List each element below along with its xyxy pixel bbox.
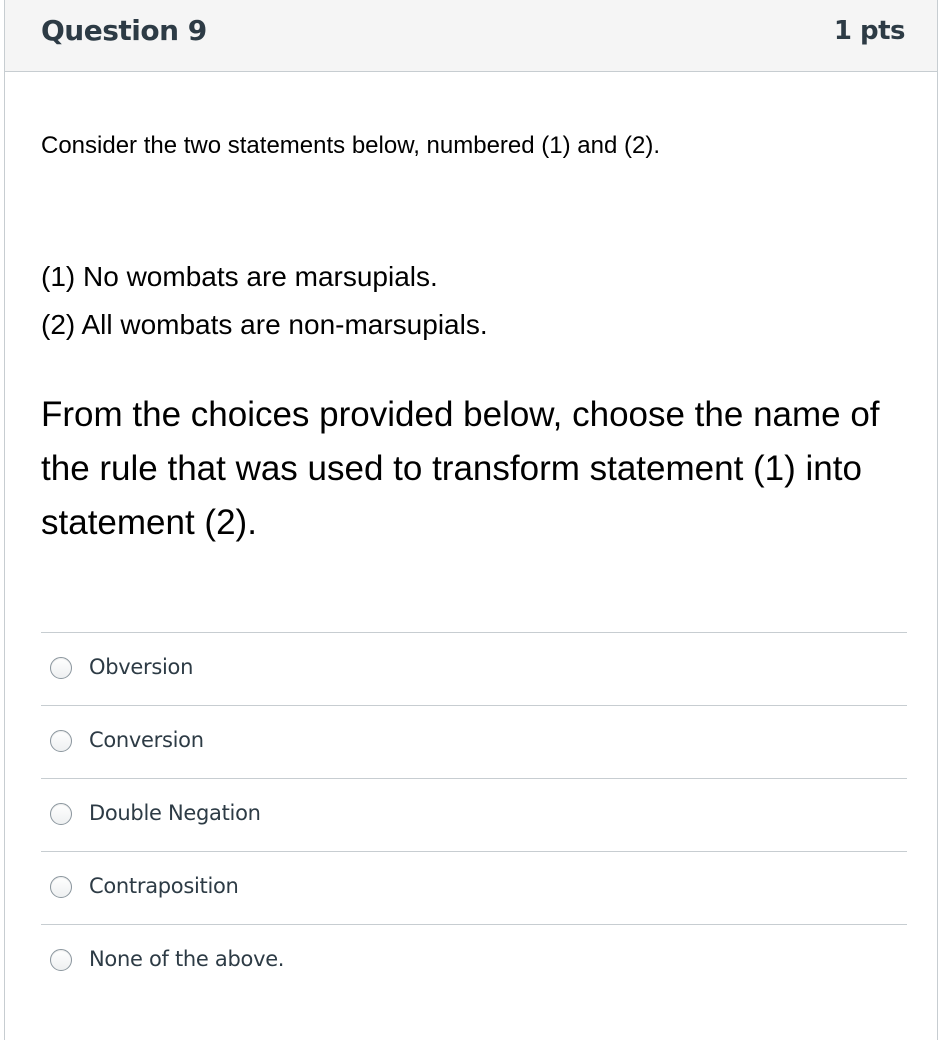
answer-label: None of the above. — [89, 947, 285, 971]
answer-option-conversion[interactable] — [41, 706, 907, 779]
answer-option-none[interactable] — [41, 925, 907, 998]
answer-option-contraposition[interactable] — [41, 852, 907, 925]
radio-button-none[interactable] — [50, 949, 72, 971]
question-prompt: From the choices provided below, choose the name of the rule that was used to transform statement (1) into statement (2). — [41, 395, 880, 542]
question-points: 1 pts — [833, 16, 905, 46]
question-card — [4, 0, 938, 1040]
radio-button-obversion[interactable] — [50, 657, 72, 679]
question-intro: Consider the two statements below, numbered (1) and (2). — [41, 132, 660, 159]
radio-button-contraposition[interactable] — [50, 876, 72, 898]
answer-label: Obversion — [89, 655, 194, 679]
statement-2: (2) All wombats are non-marsupials. — [41, 309, 488, 340]
answer-option-obversion[interactable] — [41, 633, 907, 706]
statement-1: (1) No wombats are marsupials. — [41, 261, 438, 292]
answer-list — [41, 632, 907, 998]
answer-option-double-negation[interactable] — [41, 779, 907, 852]
statements-block — [41, 253, 488, 349]
radio-button-double-negation[interactable] — [50, 803, 72, 825]
answer-label: Double Negation — [89, 801, 261, 825]
question-title: Question 9 — [41, 14, 207, 47]
answer-label: Contraposition — [89, 874, 239, 898]
answer-label: Conversion — [89, 728, 204, 752]
radio-button-conversion[interactable] — [50, 730, 72, 752]
question-header — [5, 0, 937, 72]
question-text — [41, 128, 907, 542]
